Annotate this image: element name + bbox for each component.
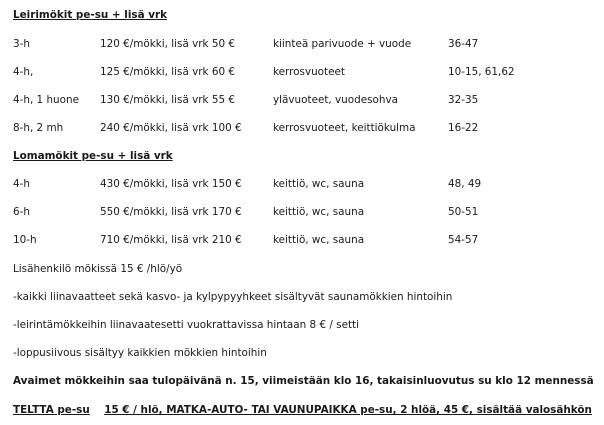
cabin-price: 550 €/mökki, lisä vrk 170 €	[100, 206, 242, 218]
cabin-description: kerrosvuoteet	[273, 66, 345, 78]
cabin-type: 8-h, 2 mh	[13, 122, 64, 134]
cabin-numbers: 48, 49	[448, 178, 482, 190]
leirimokit-heading: Leirimökit pe-su + lisä vrk	[13, 9, 168, 21]
cabin-type: 4-h	[13, 178, 30, 190]
cleaning-note: -loppusiivous sisältyy kaikkien mökkien hintoihin	[13, 347, 267, 359]
linens-sauna-note: -kaikki liinavaatteet sekä kasvo- ja kylpypyyhkeet sisältyvät saunamökkien hintoihin	[13, 291, 453, 303]
tent-line	[13, 404, 592, 416]
cabin-type: 4-h,	[13, 66, 34, 78]
tent-details: 15 € / hlö, MATKA-AUTO- TAI VAUNUPAIKKA pe-su, 2 hlöä, 45 €, sisältää valosähkön	[104, 404, 592, 416]
cabin-price: 430 €/mökki, lisä vrk 150 €	[100, 178, 242, 190]
extra-person-note: Lisähenkilö mökissä 15 € /hlö/yö	[13, 263, 183, 275]
cabin-numbers: 32-35	[448, 94, 479, 106]
cabin-price: 125 €/mökki, lisä vrk 60 €	[100, 66, 235, 78]
lomamokit-heading: Lomamökit pe-su + lisä vrk	[13, 150, 173, 162]
cabin-type: 4-h, 1 huone	[13, 94, 79, 106]
loma-row-10h	[0, 234, 604, 248]
leiri-row-8h	[0, 122, 604, 136]
loma-row-6h	[0, 206, 604, 220]
cabin-description: kerrosvuoteet, keittiökulma	[273, 122, 416, 134]
cabin-description: keittiö, wc, sauna	[273, 234, 365, 246]
linens-camp-note: -leirintämökkeihin liinavaatesetti vuokrattavissa hintaan 8 € / setti	[13, 319, 360, 331]
cabin-description: kiinteä parivuode + vuode	[273, 38, 412, 50]
leiri-row-3h	[0, 38, 604, 52]
tent-label: TELTTA pe-su	[13, 404, 90, 416]
cabin-type: 10-h	[13, 234, 37, 246]
cabin-description: keittiö, wc, sauna	[273, 206, 365, 218]
cabin-numbers: 50-51	[448, 206, 479, 218]
cabin-description: keittiö, wc, sauna	[273, 178, 365, 190]
cabin-type: 6-h	[13, 206, 30, 218]
loma-row-4h	[0, 178, 604, 192]
cabin-price: 710 €/mökki, lisä vrk 210 €	[100, 234, 242, 246]
keys-note: Avaimet mökkeihin saa tulopäivänä n. 15, viimeistään klo 16, takaisinluovutus su klo 12 mennessä	[13, 375, 594, 387]
cabin-description: ylävuoteet, vuodesohva	[273, 94, 398, 106]
cabin-price: 130 €/mökki, lisä vrk 55 €	[100, 94, 235, 106]
cabin-numbers: 10-15, 61,62	[448, 66, 515, 78]
cabin-numbers: 16-22	[448, 122, 479, 134]
cabin-price: 240 €/mökki, lisä vrk 100 €	[100, 122, 242, 134]
leiri-row-4h-1-huone	[0, 94, 604, 108]
cabin-type: 3-h	[13, 38, 30, 50]
cabin-price: 120 €/mökki, lisä vrk 50 €	[100, 38, 235, 50]
cabin-numbers: 54-57	[448, 234, 479, 246]
cabin-numbers: 36-47	[448, 38, 479, 50]
leiri-row-4h	[0, 66, 604, 80]
